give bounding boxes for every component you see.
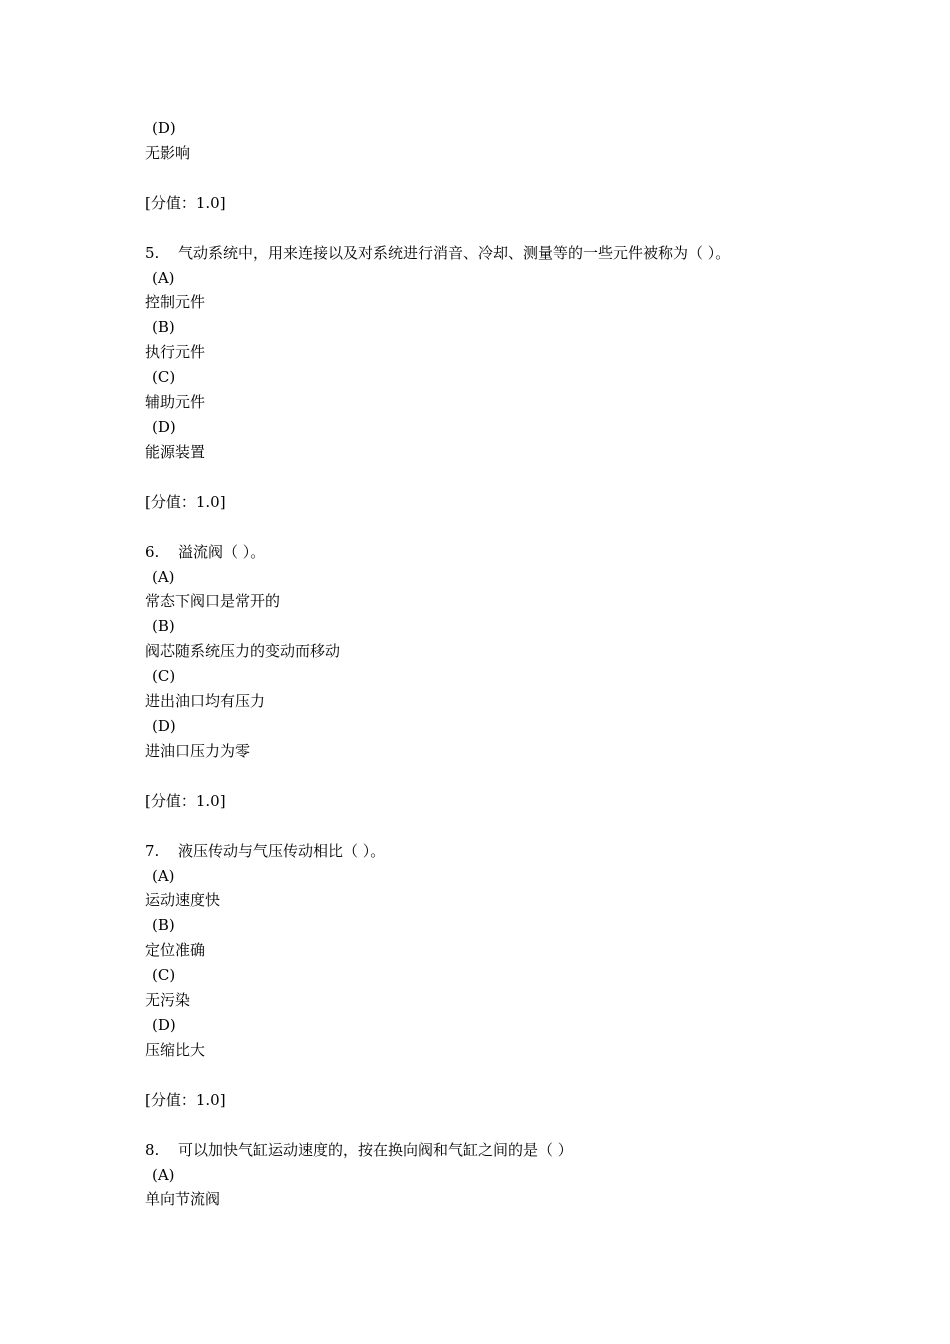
question-text: 液压传动与气压传动相比（ ）。	[178, 842, 386, 860]
option-label: (D)	[152, 1016, 176, 1034]
option-text: 运动速度快	[145, 891, 221, 909]
option-text: 控制元件	[145, 293, 206, 311]
option-label: (C)	[152, 368, 176, 386]
option-label: (D)	[152, 717, 176, 735]
option-label: (A)	[152, 1166, 175, 1184]
option-text: 压缩比大	[145, 1041, 206, 1059]
option-label: (A)	[152, 867, 175, 885]
question-text: 可以加快气缸运动速度的，按在换向阀和气缸之间的是（ ）	[178, 1141, 573, 1159]
option-label: (D)	[152, 418, 176, 436]
option-text: 执行元件	[145, 343, 206, 361]
option-label: (B)	[152, 617, 175, 635]
score-label: [分值：1.0]	[145, 493, 226, 511]
option-text: 常态下阀口是常开的	[145, 592, 281, 610]
option-label: (C)	[152, 667, 176, 685]
option-text: 阀芯随系统压力的变动而移动	[145, 642, 341, 660]
question-text: 溢流阀（ ）。	[178, 543, 266, 561]
option-label: (A)	[152, 568, 175, 586]
option-text: 辅助元件	[145, 393, 206, 411]
option-text: 无影响	[145, 144, 191, 162]
option-label: (D)	[152, 119, 176, 137]
question-7	[145, 841, 385, 861]
option-label: (B)	[152, 916, 175, 934]
question-6	[145, 542, 265, 562]
question-number: 5.	[145, 244, 160, 262]
option-text: 单向节流阀	[145, 1190, 221, 1208]
question-number: 7.	[145, 842, 160, 860]
score-label: [分值：1.0]	[145, 792, 226, 810]
question-number: 8.	[145, 1141, 160, 1159]
option-label: (B)	[152, 318, 175, 336]
option-text: 定位准确	[145, 941, 206, 959]
option-label: (A)	[152, 269, 175, 287]
option-text: 无污染	[145, 991, 191, 1009]
question-text: 气动系统中，用来连接以及对系统进行消音、冷却、测量等的一些元件被称为（ ）。	[178, 244, 731, 262]
option-text: 进油口压力为零	[145, 742, 251, 760]
score-label: [分值：1.0]	[145, 194, 226, 212]
option-label: (C)	[152, 966, 176, 984]
option-text: 进出油口均有压力	[145, 692, 266, 710]
score-label: [分值：1.0]	[145, 1091, 226, 1109]
option-text: 能源装置	[145, 443, 206, 461]
question-8	[145, 1140, 573, 1160]
question-5	[145, 243, 730, 263]
question-number: 6.	[145, 543, 160, 561]
